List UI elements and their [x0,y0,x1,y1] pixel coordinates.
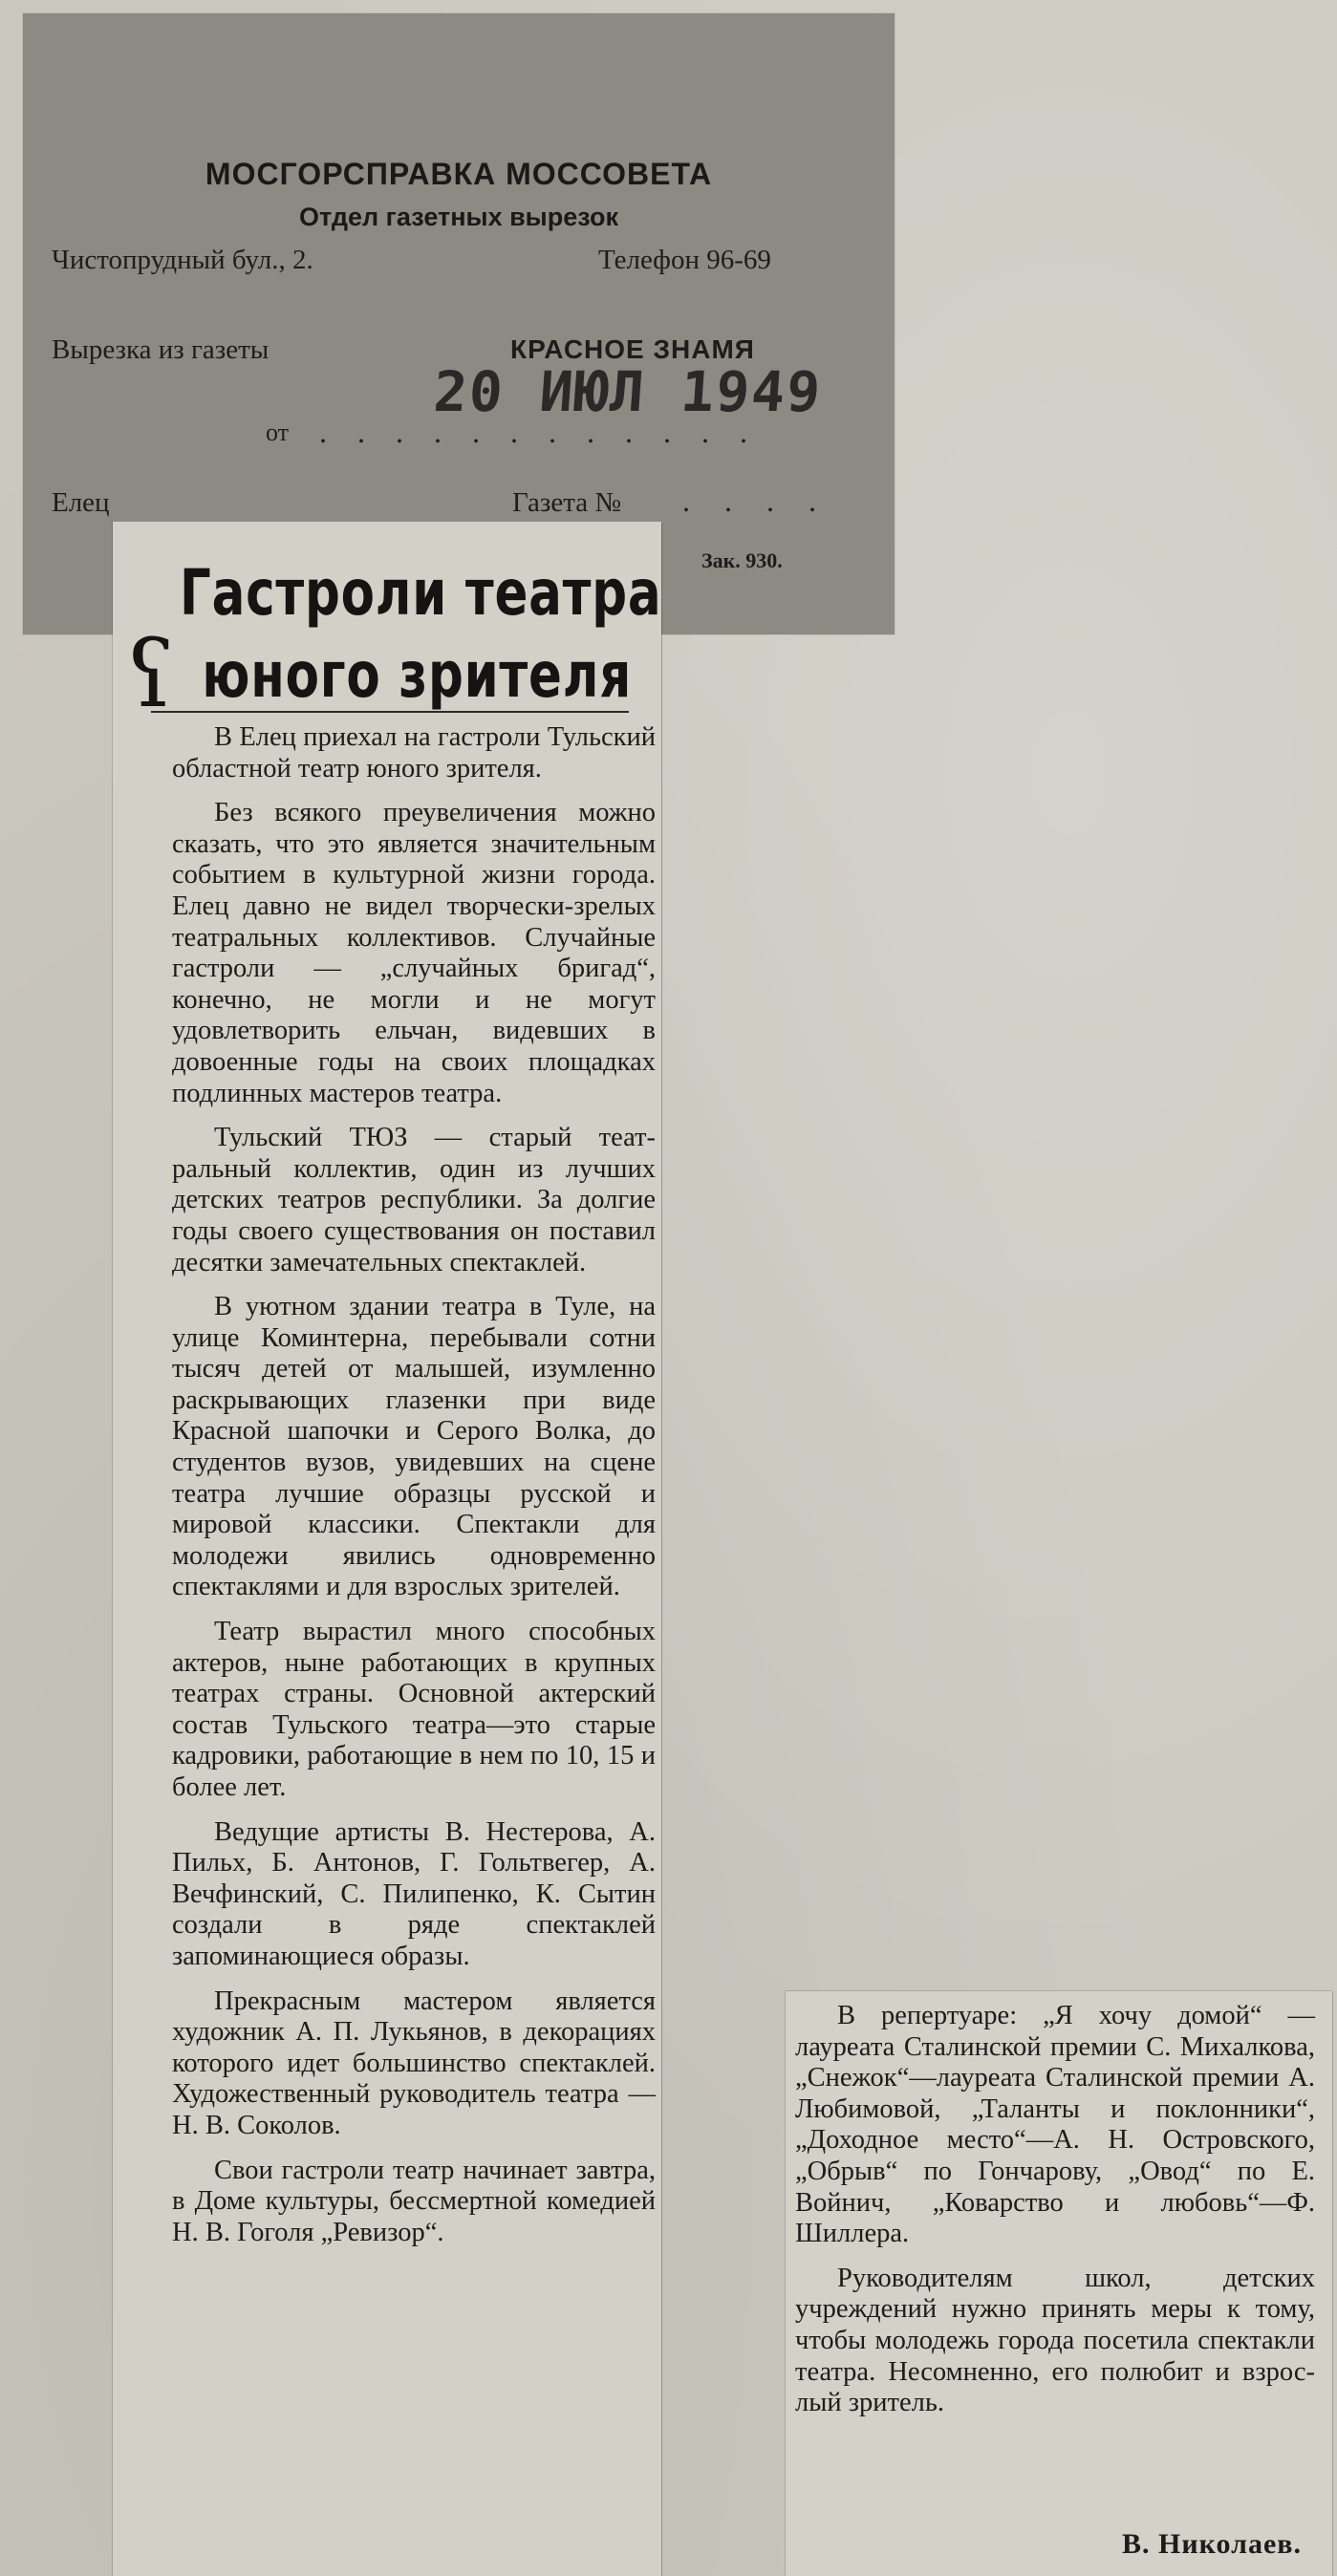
org-title: МОСГОРСПРАВКА МОССОВЕТА [205,157,713,191]
date-stamp: 20 ИЮЛ 1949 [431,359,825,424]
decorative-swash: ʕ [126,621,176,728]
paragraph: Ведущие артисты В. Нестерова, А. Пильх, Б. Антонов, Г. Гольтвегер, А. Вечфинский, С. Пилипенко, К. Сытин создали в ряде спектаклей запоминающиеся образы. [172,1816,656,1971]
article-body [172,722,656,2262]
order-number: Зак. 930. [701,548,783,572]
paragraph: В уютном здании театра в Туле, на улице Коминтерна, перебывали сотни тысяч детей от малышей, изумленно раскрывающих глазенки при виде Красной шапочки и Серого Волка, до студентов вузов, увидевших на сцене театра лучшие образцы русской и мировой классики. Спектакли для молодежи явились одновременно спектаклями и для взрослых зрителей. [172,1292,656,1602]
paragraph: Театр вырастил много способных актеров, ныне работающих в крупных театрах страны. Основной актерский состав Тульского театра—это старые кадровики, работающие в нем по 10, 15 и более лет. [172,1617,656,1802]
article-clipping [113,522,661,2576]
phone: Телефон 96-69 [598,245,771,275]
newspaper-name: КРАСНОЕ ЗНАМЯ [510,334,755,364]
paragraph: В репертуаре: „Я хочу домой“ —лауреата Сталинской премии С. Михалкова, „Снежок“—лауреата Сталинской премии А. Любимовой, „Таланты и поклонники“, „Доходное место“—А. Н. Островского, „Обрыв“ по Гончарову, „Овод“ по Е. Войнич, „Коварство и любовь“—Ф. Шиллера. [795,2001,1315,2249]
paragraph: Свои гастроли театр начинает завтра, в Доме культуры, бессмертной комедией Н. В. Гоголя „Ревизор“. [172,2155,656,2247]
title-line-1: Гастроли театра [180,556,662,630]
date-dotted-line: . . . . . . . . . . . . [319,415,759,449]
author-signature: В. Николаев. [1122,2528,1302,2560]
article-continuation-clipping [786,1991,1332,2576]
from-label: от [266,419,290,446]
newspaper-number-label: Газета № [512,487,622,518]
number-dotted-line: . . . . [682,483,830,518]
paragraph: Тульский ТЮЗ — старый театральный коллектив, один из лучших детских театров республики. За долгие годы своего существования он поставил десятки замечательных спектаклей. [172,1123,656,1277]
title-divider [151,711,629,713]
paragraph: Прекрасным мастером является художник А. П. Лукьянов, в декорациях которого идет большинство спектаклей. Художественный руководитель театра — Н. В. Соколов. [172,1986,656,2140]
paragraph: Руководителям школ, детских учреждений нужно принять меры к тому, чтобы молодежь города посетила спектакли театра. Несомненно, его полюбит и взрослый зритель. [795,2263,1315,2418]
department-name: Отдел газетных вырезок [298,203,619,231]
paragraph: В Елец приехал на гастроли Тульский областной театр юного зрителя. [172,722,656,784]
continuation-body [795,2001,1315,2433]
paragraph: Без всякого преувеличения можно сказать, что это является значительным событием в культурной жизни города. Елец давно не видел творчески-зрелых театральных коллективов. Случайные гастроли — „случайных бригад“, конечно, не могли и не могут удовлетворить ельчан, видевших в довоенные годы на своих площадках подлинных мастеров театра. [172,798,656,1108]
title-line-2: юного зрителя [202,638,633,712]
cutting-label: Вырезка из газеты [52,334,270,365]
city: Елец [52,487,110,518]
article-title [180,552,662,717]
address: Чистопрудный бул., 2. [52,245,313,275]
